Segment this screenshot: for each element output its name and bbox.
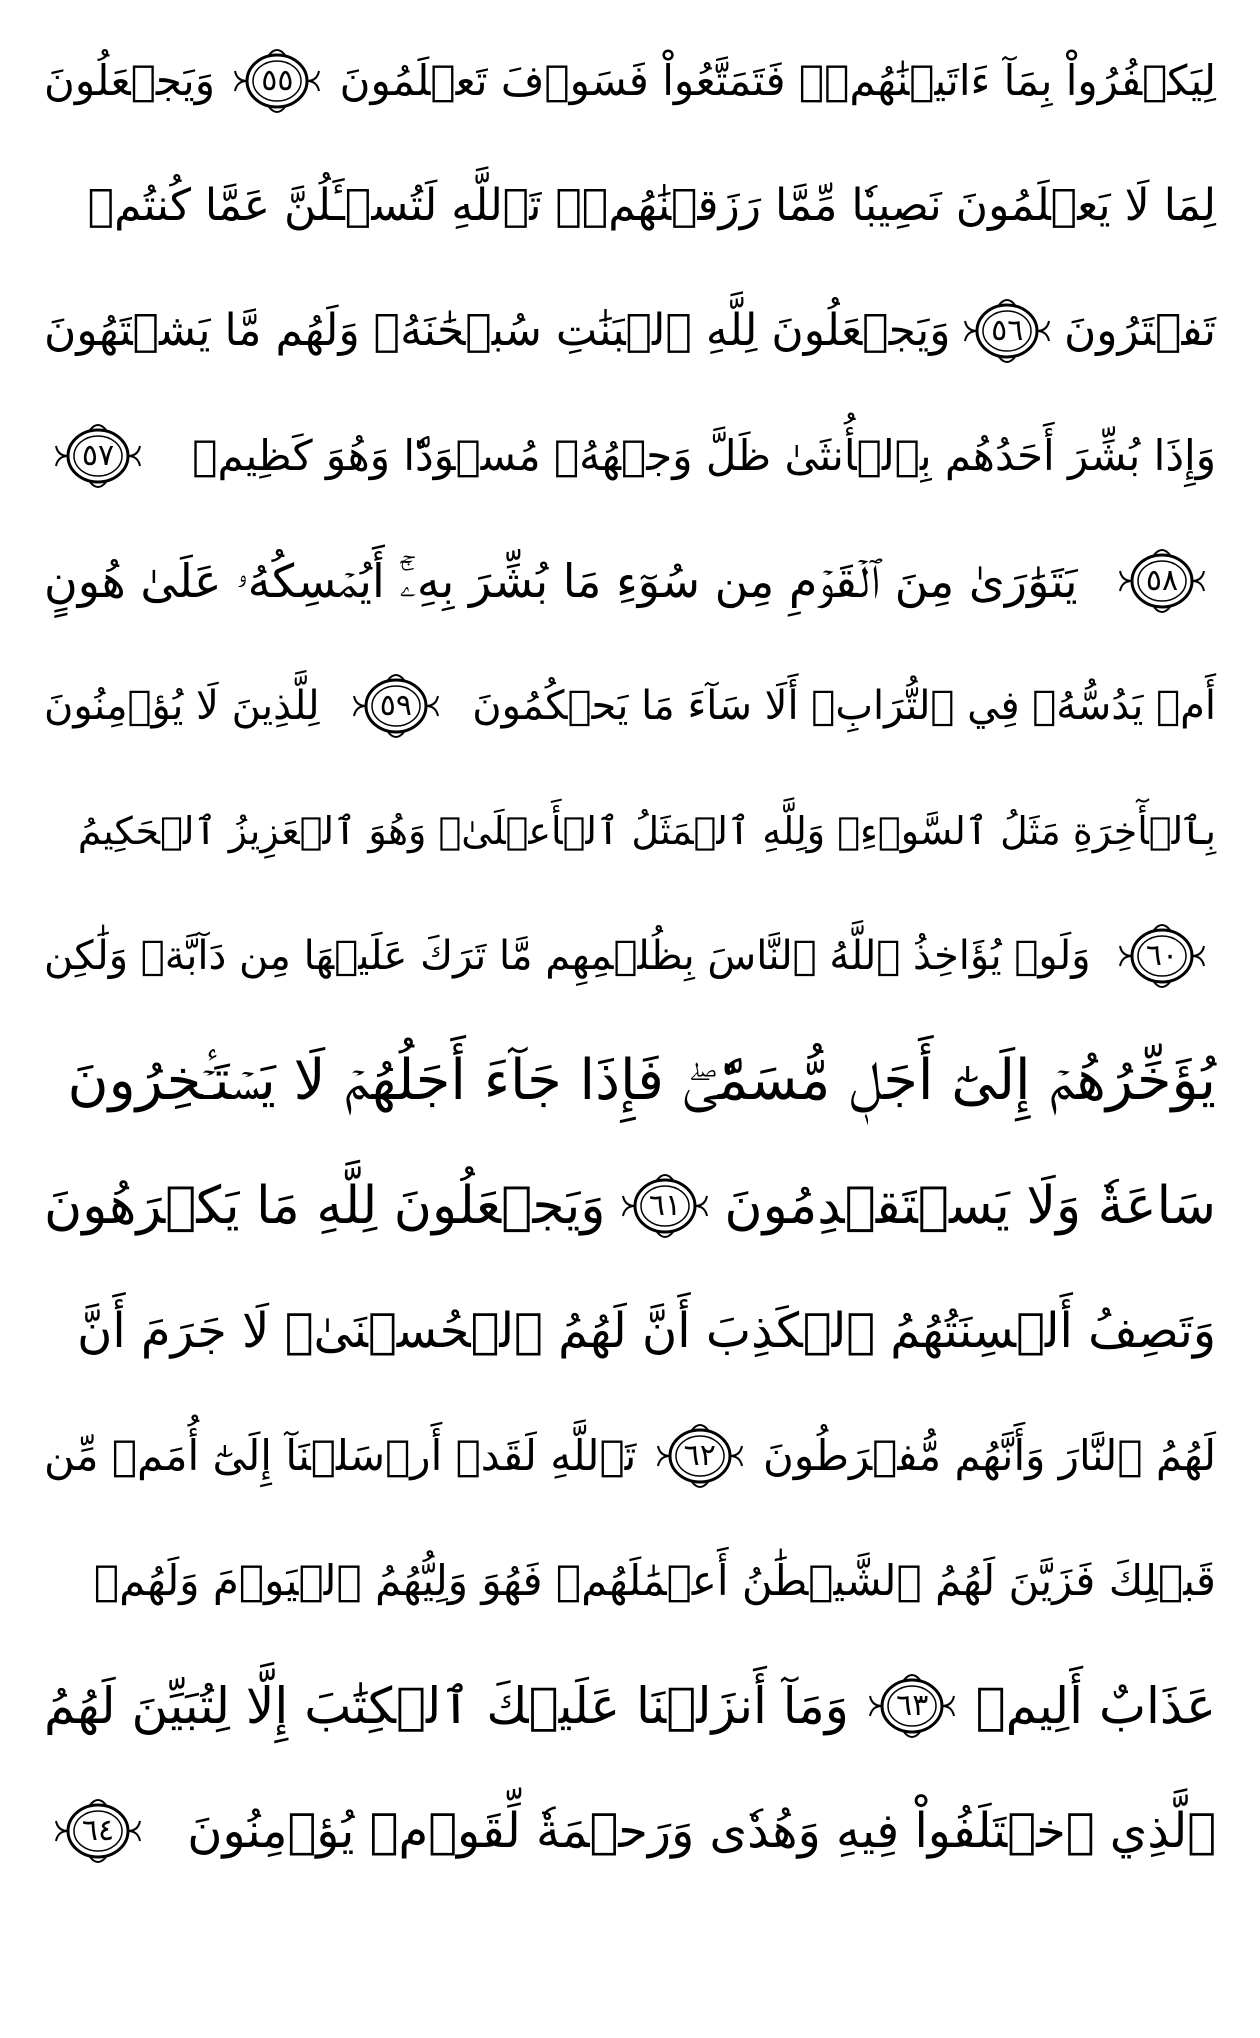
text-line <box>44 1393 1216 1518</box>
ayah-number-marker <box>1114 541 1210 621</box>
text-line <box>44 18 1216 143</box>
verse-text: يُؤَخِّرُهُمۡ إِلَىٰٓ أَجَلٖ مُّسَمّٗىۖ فَإِذَا جَآءَ أَجَلُهُمۡ لَا يَسۡتَـٔۡخِرُونَ <box>67 1047 1216 1113</box>
verse-text: لَهُمُ ٱلنَّارَ وَأَنَّهُم مُّفۡرَطُونَ <box>763 1430 1216 1480</box>
verse-text: ٱلَّذِي ٱخۡتَلَفُواْ فِيهِ وَهُدٗى وَرَحۡمَةٗ لِّقَوۡمٖ يُؤۡمِنُونَ <box>187 1802 1216 1859</box>
ayah-number-marker <box>864 1666 960 1746</box>
text-line <box>44 1018 1216 1143</box>
text-line <box>44 143 1216 268</box>
verse-text: أَمۡ يَدُسُّهُۥ فِي ٱلتُّرَابِۗ أَلَا سَآءَ مَا يَحۡكُمُونَ <box>472 682 1216 729</box>
ayah-number-marker <box>50 416 146 496</box>
ayah-number: ٥٨ <box>1145 562 1179 598</box>
ayah-number-marker <box>348 666 444 746</box>
text-line <box>44 393 1216 518</box>
verse-text: عَذَابٌ أَلِيمٞ <box>975 1676 1216 1735</box>
text-line <box>44 1143 1216 1268</box>
ayah-number: ٥٥ <box>261 62 294 98</box>
verse-text: وَتَصِفُ أَلۡسِنَتُهُمُ ٱلۡكَذِبَ أَنَّ لَهُمُ ٱلۡحُسۡنَىٰۖ لَا جَرَمَ أَنَّ <box>77 1302 1216 1359</box>
verse-text: تَفۡتَرُونَ <box>1063 304 1216 356</box>
ayah-number-marker <box>617 1166 713 1246</box>
ayah-number: ٦٣ <box>896 1687 929 1723</box>
ayah-number-marker <box>229 41 325 121</box>
verse-text: وَيَجۡعَلُونَ لِلَّهِ مَا يَكۡرَهُونَ <box>44 1175 606 1236</box>
verse-text: وَيَجۡعَلُونَ <box>44 55 215 105</box>
verse-text: وَيَجۡعَلُونَ لِلَّهِ ٱلۡبَنَٰتِ سُبۡحَٰنَهُۥ وَلَهُم مَّا يَشۡتَهُونَ <box>44 304 951 356</box>
ayah-number-marker <box>1114 916 1210 996</box>
ayah-number-marker <box>50 1791 146 1871</box>
verse-text: لِمَا لَا يَعۡلَمُونَ نَصِيبٗا مِّمَّا رَزَقۡنَٰهُمۡۗ تَٱللَّهِ لَتُسۡـَٔلُنَّ عَمَّا كُنتُمۡ <box>87 179 1216 231</box>
verse-text: لِلَّذِينَ لَا يُؤۡمِنُونَ <box>44 682 320 729</box>
verse-text: وَلَوۡ يُؤَاخِذُ ٱللَّهُ ٱلنَّاسَ بِظُلۡمِهِم مَّا تَرَكَ عَلَيۡهَا مِن دَآبَّةٖ وَلَٰكِن <box>44 932 1091 979</box>
verse-text: يَتَوَٰرَىٰ مِنَ ٱلۡقَوۡمِ مِن سُوٓءِ مَا بُشِّرَ بِهِۦٓۚ أَيُمۡسِكُهُۥ عَلَىٰ هُونٍ <box>44 553 1078 608</box>
text-line <box>44 768 1216 893</box>
ayah-number: ٥٧ <box>81 437 115 473</box>
text-line <box>44 1643 1216 1768</box>
ayah-number: ٦١ <box>648 1187 682 1223</box>
text-line <box>44 1768 1216 1893</box>
verse-text: سَاعَةٗ وَلَا يَسۡتَقۡدِمُونَ <box>724 1175 1216 1236</box>
text-line <box>44 643 1216 768</box>
text-line <box>44 893 1216 1018</box>
verse-text: وَإِذَا بُشِّرَ أَحَدُهُم بِٱلۡأُنثَىٰ ظَلَّ وَجۡهُهُۥ مُسۡوَدّٗا وَهُوَ كَظِيمٞ <box>192 430 1216 480</box>
ayah-number: ٥٦ <box>991 312 1024 348</box>
verse-text: قَبۡلِكَ فَزَيَّنَ لَهُمُ ٱلشَّيۡطَٰنُ أَعۡمَٰلَهُمۡ فَهُوَ وَلِيُّهُمُ ٱلۡيَوۡمَ وَلَهُمۡ <box>93 1555 1216 1605</box>
ayah-number: ٥٩ <box>379 687 413 723</box>
verse-text: تَٱللَّهِ لَقَدۡ أَرۡسَلۡنَآ إِلَىٰٓ أُمَمٖ مِّن <box>44 1430 637 1480</box>
text-line <box>44 268 1216 393</box>
text-line <box>44 1518 1216 1643</box>
ayah-number: ٦٢ <box>683 1437 716 1473</box>
ayah-number: ٦٠ <box>1145 937 1179 973</box>
verse-text: لِيَكۡفُرُواْ بِمَآ ءَاتَيۡنَٰهُمۡۚ فَتَمَتَّعُواْ فَسَوۡفَ تَعۡلَمُونَ <box>339 55 1216 105</box>
text-line <box>44 1268 1216 1393</box>
verse-text: بِٱلۡأٓخِرَةِ مَثَلُ ٱلسَّوۡءِۖ وَلِلَّهِ ٱلۡمَثَلُ ٱلۡأَعۡلَىٰۚ وَهُوَ ٱلۡعَزِيزُ ٱلۡحَكِيمُ <box>77 808 1216 853</box>
verse-text: وَمَآ أَنزَلۡنَا عَلَيۡكَ ٱلۡكِتَٰبَ إِلَّا لِتُبَيِّنَ لَهُمُ <box>44 1676 849 1735</box>
ayah-number-marker <box>652 1416 748 1496</box>
text-line <box>44 518 1216 643</box>
ayah-number: ٦٤ <box>81 1812 115 1848</box>
ayah-number-marker <box>959 291 1055 371</box>
